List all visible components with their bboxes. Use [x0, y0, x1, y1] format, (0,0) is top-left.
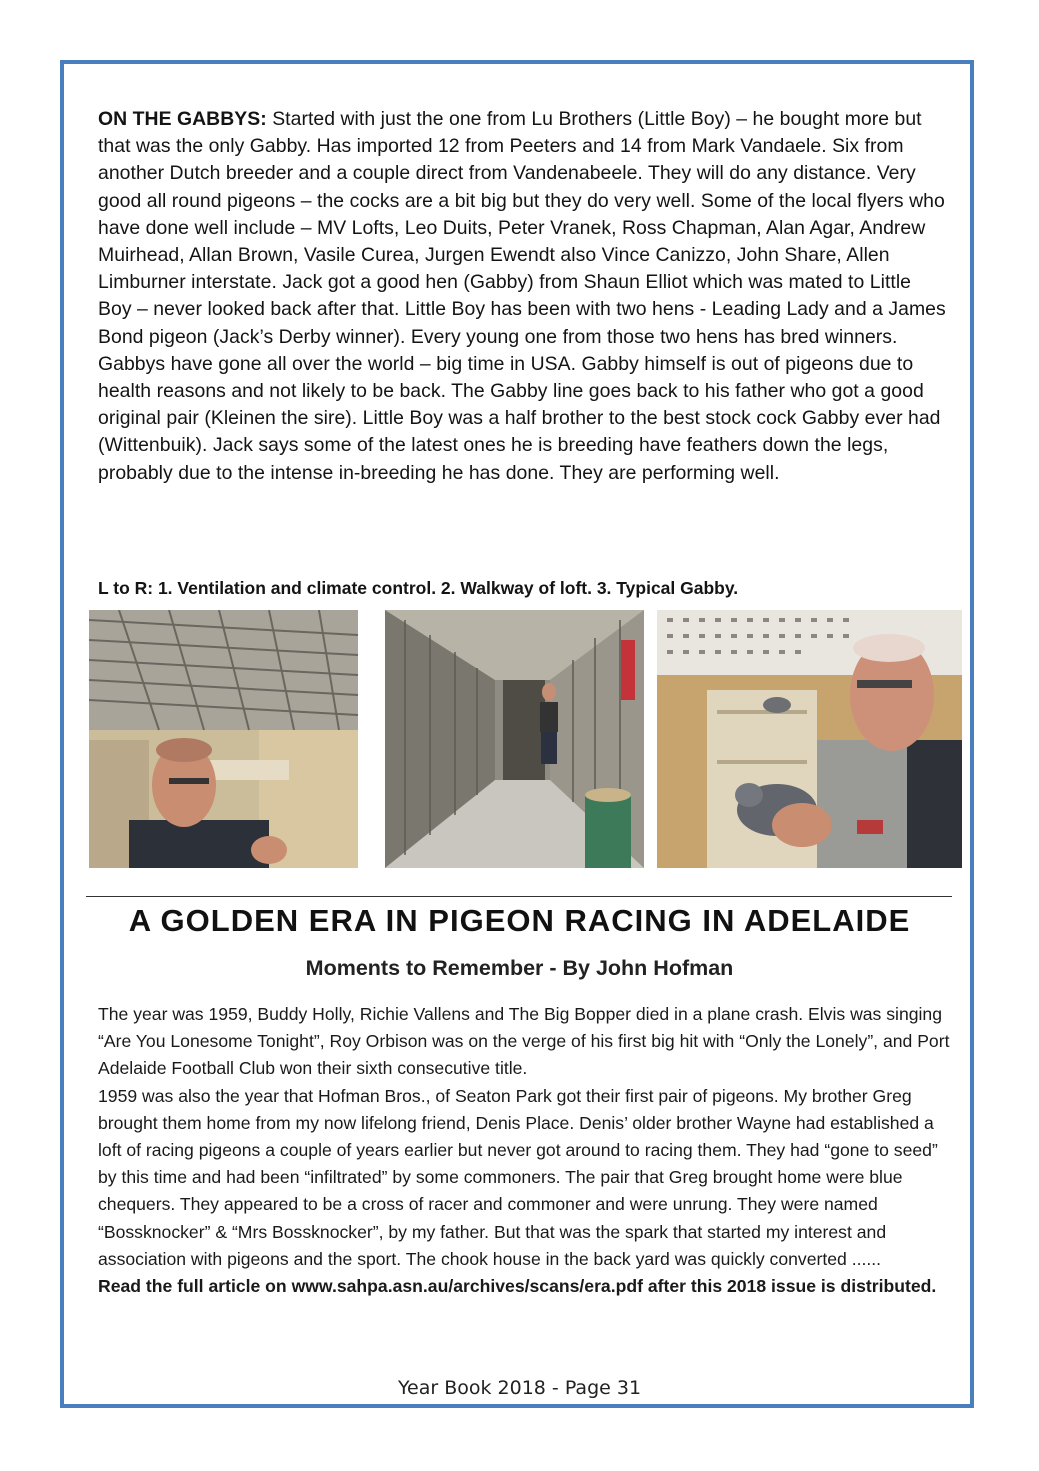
article-subheadline: Moments to Remember - By John Hofman: [305, 956, 734, 980]
article-headline: A GOLDEN ERA IN PIGEON RACING IN ADELAIDE: [128, 903, 911, 938]
gabbys-paragraph: [98, 106, 948, 487]
article-body: [98, 1001, 953, 1300]
read-more-note: Read the full article on www.sahpa.asn.au/archives/scans/era.pdf after this 2018 issue is distributed.: [98, 1276, 937, 1297]
page-footer: Year Book 2018 - Page 31: [397, 1377, 642, 1399]
section-divider: [86, 896, 952, 897]
article-paragraph-1: The year was 1959, Buddy Holly, Richie Vallens and The Big Bopper died in a plane crash. Elvis was singing “Are You Lonesome Tonight”, Roy Orbison was on the verge of his first big hit with “Only the Lonely”, and Port Adelaide Football Club won their sixth consecutive title.: [98, 1004, 950, 1079]
gabbys-lead: ON THE GABBYS:: [98, 108, 267, 130]
photo-typical-gabby: [657, 610, 962, 868]
article-paragraph-2: 1959 was also the year that Hofman Bros., of Seaton Park got their first pair of pigeons. My brother Greg brought them home from my now lifelong friend, Denis Place. Denis’ older brother Wayne had established a loft of racing pigeons a couple of years earlier but never got around to racing them. They had “gone to seed” by this time and had been “infiltrated” by some commoners. The pair that Greg brought home were blue chequers. They appeared to be a cross of racer and commoner and were unrung. They were named “Bossknocker” & “Mrs Bossknocker”, by my father. But that was the spark that started my interest and association with pigeons and the sport. The chook house in the back yard was quickly converted ......: [98, 1085, 938, 1269]
photo-walkway: [385, 610, 644, 868]
gabbys-body: Started with just the one from Lu Brothers (Little Boy) – he bought more but that was the only Gabby. Has imported 12 from Peeters and 14 from Mark Vandaele. Six from another Dutch breeder and a couple direct from Vandenabeele. They will do any distance. Very good all round pigeons – the cocks are a bit big but they do very well. Some of the local flyers who have done well include – MV Lofts, Leo Duits, Peter Vranek, Ross Chapman, Alan Agar, Andrew Muirhead, Allan Brown, Vasile Curea, Jurgen Ewendt also Vince Canizzo, John Share, Allen Limburner interstate. Jack got a good hen (Gabby) from Shaun Elliot which was mated to Little Boy – never looked back after that. Little Boy has been with two hens - Leading Lady and a James Bond pigeon (Jack’s Derby winner). Every young one from those two hens has bred winners. Gabbys have gone all over the world – big time in USA. Gabby himself is out of pigeons due to health reasons and not likely to be back. The Gabby line goes back to his father who got a good original pair (Kleinen the sire). Little Boy was a half brother to the best stock cock Gabby ever had (Wittenbuik). Jack says some of the latest ones he is breeding have feathers down the legs, probably due to the intense in-breeding he has done. They are performing well.: [98, 108, 946, 484]
photo-ventilation: [89, 610, 358, 868]
photo-caption: L to R: 1. Ventilation and climate control. 2. Walkway of loft. 3. Typical Gabby.: [98, 578, 739, 598]
